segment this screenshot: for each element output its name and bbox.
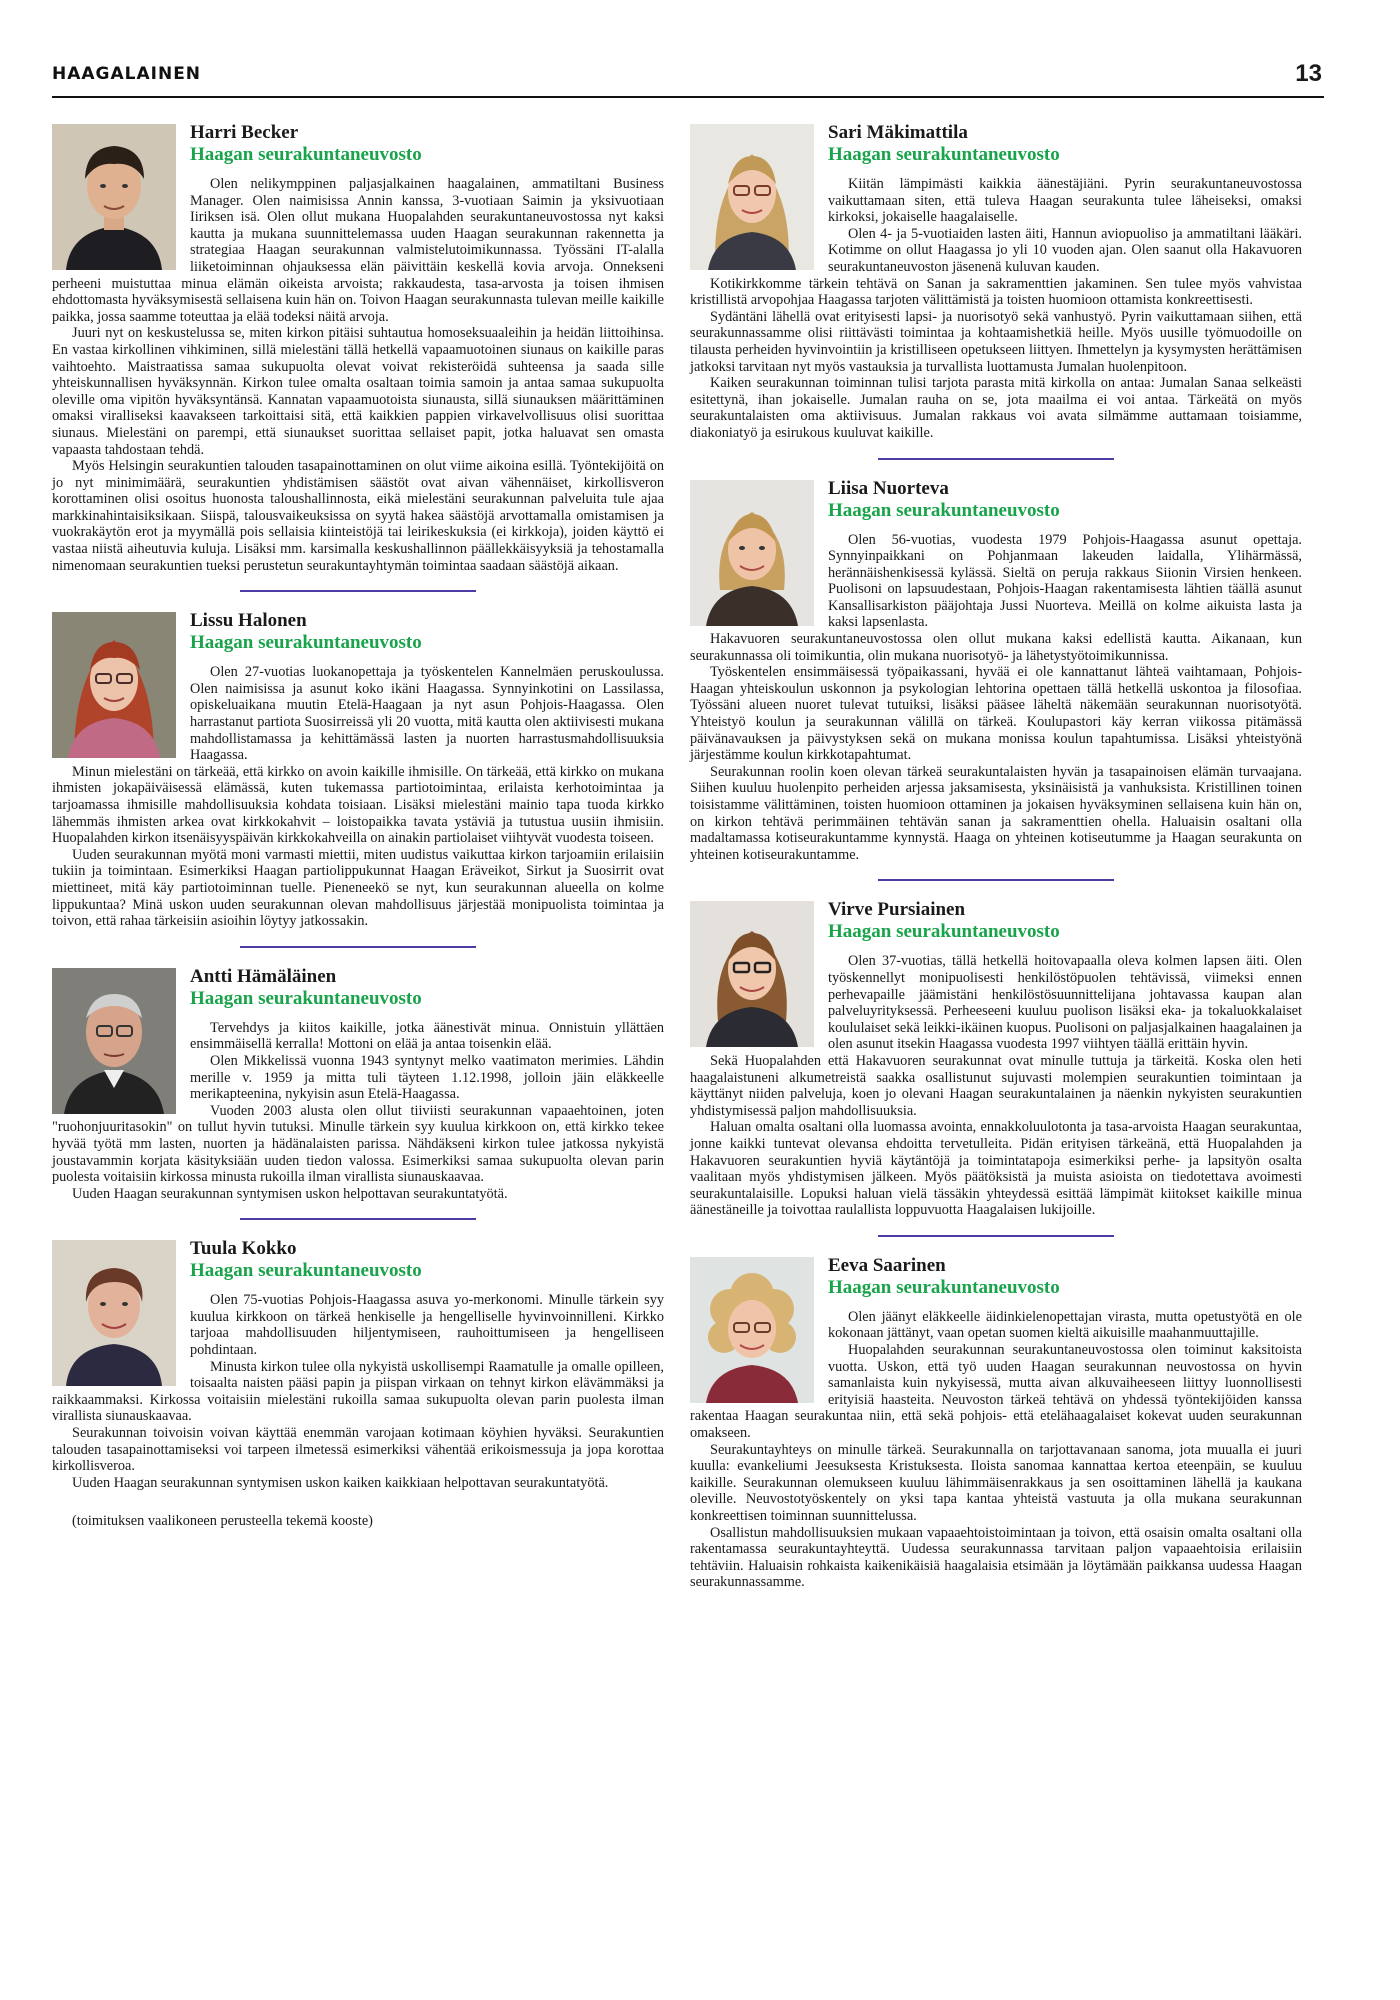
editorial-footnote: (toimituksen vaalikoneen perusteella tekemä kooste) xyxy=(72,1513,373,1530)
candidate-role: Haagan seurakuntaneuvosto xyxy=(190,1260,422,1282)
body-paragraph: Sydäntäni lähellä ovat erityisesti lapsi- ja nuorisotyö sekä vanhustyö. Pyrin vaikuttamaan siihen, että seurakunnassamme olisi riittävästi toimintaa ja kohtaamishetkiä heille. Myös uusille työmuodoille on tilausta perheiden hyvinvointiin ja kristilliseen opetukseen liittyen. Ihmettelyn ja kysymysten herättämisen jatkoksi tarvitaan nyt myös vastauksia ja turvallista luottamusta Jumalan huolenpitoon. xyxy=(690,308,1302,375)
body-paragraph: Työskentelen ensimmäisessä työpaikassani, hyvää ei ole kannattanut lähteä vaihtamaan, Pohjois-Haagan yhteiskoulun uskonnon ja psykologian lehtorina opettaen tällä hetkellä uskontoa ja filosofiaa. Työssäni alueen nuoret tulevat tutuiksi, lisäksi pääsee läheltä näkemään seurakunnan nuorisotyötä. Yhteistyö koulun ja seurakunnan välillä on tärkeä. Koulupastori käy kerran viikossa pitämässä päivänavauksen ja päivystyksen sekä on mukana monissa koulun tapahtumissa. Lisäksi yhteistyönä järjestämme koulun kirkkotapahtumat. xyxy=(690,664,1302,764)
body-paragraph: Olen 4- ja 5-vuotiaiden lasten äiti, Hannun aviopuoliso ja ammatiltani lääkäri. Kotimme on ollut Haagassa jo yli 10 vuoden ajan. Olen saanut olla Hakavuoren seurakuntaneuvoston jäsenenä kuluvan kauden. xyxy=(828,225,1302,275)
candidate-photo xyxy=(52,968,176,1114)
body-paragraph: Vuoden 2003 alusta olen ollut tiiviisti seurakunnan vapaaehtoinen, joten "ruohonjuuritasokin" on tullut hyvin tutuksi. Minulle tärkein syy kuulua kirkkoon on, että kirkko tekee hyvää työtä mm lasten, nuorten ja hädänalaisten parissa. Nähdäkseni kirkon tulee jatkossa nykyistä joustavammin korjata käsityksiään uuden tiedon valossa. Esimerkiksi samaa sukupuolta olevan parin puolesta voitaisiin kirkossa minusta rukoilla ilman virallista siunauskaavaa. xyxy=(52,1102,664,1186)
body-paragraph: Minusta kirkon tulee olla nykyistä uskollisempi Raamatulle ja omalle opilleen, toisaalta naisten pääsi papin ja piispan virkaan on tehnyt kirkon elävämmäksi ja raikkaammaksi. Kirkossa voitaisiin mielestäni rukoilla samaa sukupuolta olevan parin puolesta ilman virallista siunauskaavaa. xyxy=(52,1358,664,1425)
candidate-name: Harri Becker xyxy=(190,122,299,143)
body-paragraph: Osallistun mahdollisuuksien mukaan vapaaehtoistoimintaan ja toivon, että osaisin omalta osaltani olla rakentamassa seurakuntayhteyttä. Uudessa seurakunnassa tarvitaan paljon vapaaehtoisia erilaisiin tehtäviin. Haluaisin rohkaista kaikenikäisiä haagalaisia etsimään ja löytämään paikkansa uudessa Haagan seurakunnassamme. xyxy=(690,1524,1302,1591)
body-paragraph: Olen nelikymppinen paljasjalkainen haagalainen, ammatiltani Business Manager. Olen naimisissa Annin kanssa, 3-vuotiaan Saimin ja yksivuotiaan Iiriksen isä. Olen ollut mukana Huopalahden seurakuntaneuvostossa nyt kaksi kautta ja mukana suunnittelemassa uuden Haagan seurakunnan rakennetta ja strategiaa Haagan seurakunnan valmistelutoimikunnassa. Työssäni IT-alalla liiketoiminnan ohjauksessa elän päivittäin keskellä kovia arvoja. Onnekseni perheeni muistuttaa minua elämän oikeista arvoista; rakkaudesta, tasa-arvosta ja toisen ihmisen ehdottomasta hyväksymisestä sellaisena kuin hän on. Toivon Haagan seurakunnasta tulevan meille kaikille paikka, jossa saamme toteuttaa ja elää todeksi näitä arvoja. xyxy=(52,176,664,325)
section-divider xyxy=(878,1235,1114,1237)
candidate-card xyxy=(690,122,1302,442)
section-divider xyxy=(240,590,476,592)
right-column xyxy=(690,122,1302,1591)
candidate-card xyxy=(690,1255,1302,1591)
body-paragraph: Uuden seurakunnan myötä moni varmasti miettii, miten uudistus vaikuttaa kirkon tarjoamiin erilaisiin tukiin ja toimintaan. Esimerkiksi Haagan partiolippukunnat Haagan Eräveikot, Sirkut ja Suosirrit ovat miettineet, mitä käy partiotoiminnan tuelle. Pieneneekö se nyt, kun seurakunnan alueella on kolme lippukuntaa? Minä uskon uuden seurakunnan olevan mahdollisuus järjestää monipuolista toimintaa ja toivon, että rahaa tärkeisiin asioihin löytyy jatkossakin. xyxy=(52,846,664,930)
body-paragraph: Sekä Huopalahden että Hakavuoren seurakunnat ovat minulle tuttuja ja tärkeitä. Koska olen heti haagalaistuneni alkumetreistä saakka osallistunut sujuvasti molempien seurakuntien toimintaan ja käyttänyt niiden palveluja, koen jo olevani Haagan seurakuntalainen ja näenkin nykyisten seurakuntien yhdistymisessä paljon mahdollisuuksia. xyxy=(690,1052,1302,1119)
candidate-photo xyxy=(690,1257,814,1403)
body-paragraph: Seurakuntayhteys on minulle tärkeä. Seurakunnalla on tarjottavanaan sanoma, jota muualla ei juuri kuulla: evankeliumi Jeesuksesta Kristuksesta. Iloista sanomaa kannattaa kertoa eteenpäin, se kuuluu kaikille. Seurakunnan olemukseen kuuluu lähimmäisenrakkaus ja sen osoittaminen lähellä ja kaukana oleville. Neuvostotyöskentely on yksi tapa kantaa yhteistä vastuuta ja olla mukana seurakunnan konkreettisen toiminnan suunnittelussa. xyxy=(690,1441,1302,1524)
body-paragraph: Olen 37-vuotias, tällä hetkellä hoitovapaalla oleva kolmen lapsen äiti. Olen työskennellyt monipuolisesti henkilöstöpuolen tehtävissä, viimeksi ennen perhevapaille jäämistäni henkilöstösuunnittelijana johtavassa kaupan alan palveluyrityksessä. Perheeseeni kuuluu puolison lisäksi eka- ja tokaluokkalaiset koululaiset sekä leikki-ikäinen kuopus. Puolisoni on paljasjalkainen haagalainen ja olen asunut itsekin Haagassa vuodesta 1997 viihtyen täällä erittäin hyvin. xyxy=(828,953,1302,1053)
candidate-photo xyxy=(52,124,176,270)
section-divider xyxy=(240,1218,476,1220)
body-paragraph: Uuden Haagan seurakunnan syntymisen uskon helpottavan seurakuntatyötä. xyxy=(72,1185,508,1202)
candidate-card xyxy=(52,966,664,1203)
candidate-role: Haagan seurakuntaneuvosto xyxy=(828,1276,1060,1298)
candidate-photo xyxy=(52,1240,176,1386)
section-divider xyxy=(878,879,1114,881)
section-divider xyxy=(878,458,1114,460)
candidate-card xyxy=(52,1238,664,1491)
candidate-card xyxy=(52,610,664,930)
body-paragraph: Minun mielestäni on tärkeää, että kirkko on avoin kaikille ihmisille. On tärkeää, että kirkko on mukana ihmisten jokapäiväisessä elämässä, kuten tukemassa partiotoimintaa, erilaista kerhotoimintaa ja tarjoamassa ihmisille mahdollisuuksia kohdata toisiaan. Lisäksi mielestäni mainio tapa tuoda kirkko lähemmäs ihmisten arkea ovat kirkkokahvit – loistopaikka tavata ystäviä ja tutustua uusiin ihmisiin. Huopalahden kirkon itsenäisyyspäivän kirkkokahveilla on ainakin partiolaiset viihtyvät vuodesta toiseen. xyxy=(52,763,664,847)
left-column xyxy=(52,122,664,1530)
candidate-name: Lissu Halonen xyxy=(190,610,307,632)
candidate-photo xyxy=(52,612,176,758)
candidate-name: Liisa Nuorteva xyxy=(828,477,949,499)
section-divider xyxy=(240,946,476,948)
candidate-role: Haagan seurakuntaneuvosto xyxy=(190,987,422,1009)
candidate-card xyxy=(690,899,1302,1219)
body-paragraph: Myös Helsingin seurakuntien talouden tasapainottaminen on olut viime aikoina esillä. Työntekijöitä on jo nyt minimimäärä, seurakuntien yhdistämisen säästöt ovat aivan vähennäiset, kirkollisveron korottaminen olisi osoitus huonosta taloushallinnosta, eikä mielestäni seurakunnan palveluita tule ajaa markkinahintaisiksikaan. Siispä, talousvaikeuksissa on syytä hakea säästöjä arvottamalla omistamisen ja vuokrakäytön erot ja myymällä pois sellaisia kiinteistöjä tai leirikeskuksia (ei kirkkoja), joiden käyttö ei vastaa niistä aiheutuvia kuluja. Lisäksi mm. karsimalla keskushallinnon päällekkäisyyksiä ja tehostamalla nimenomaan seurakuntien tueksi perustetun seurakuntayhtymän toimintaa saadaan säästöjä aikaan. xyxy=(52,458,664,574)
candidate-name: Sari Mäkimattila xyxy=(828,122,968,143)
body-paragraph: Huopalahden seurakunnan seurakuntaneuvostossa olen toiminut kaksitoista vuotta. Uskon, että työ uuden Haagan seurakunnan neuvostossa on hyvin samanlaista kuin nykyisessä, mutta aivan alkuvaiheeseen liittyy luonnollisesti erityisiä haasteita. Neuvoston tärkeä tehtävä on yhdessä työntekijöiden kanssa rakentaa Haagan seurakuntaa niin, että sekä pohjois- että etelähaagalaiset kokevat uuden seurakunnan omakseen. xyxy=(690,1342,1302,1442)
candidate-name: Tuula Kokko xyxy=(190,1238,297,1260)
candidate-card xyxy=(52,122,664,574)
candidate-photo xyxy=(690,124,814,270)
masthead-title: HAAGALAINEN xyxy=(52,64,202,84)
body-paragraph: Seurakunnan toivoisin voivan käyttää enemmän varojaan kotimaan köyhien hyväksi. Seurakuntien talouden tasapainottamiseksi voi tarpeen ilmetessä esimerkiksi vähentää erikoismessuja ja jopa korottaa kirkollisveroa. xyxy=(52,1425,664,1475)
candidate-role: Haagan seurakuntaneuvosto xyxy=(190,144,422,165)
body-paragraph: Seurakunnan roolin koen olevan tärkeä seurakuntalaisten hyvän ja tasapainoisen elämän turvaajana. Siihen kuuluu huolenpito perheiden arjessa jaksamisesta, yksinäisistä ja vanhuksista. Kristillinen toinen toisistamme välittäminen, toisten huomioon ottaminen ja jokaisen hyväksyminen sellaisena kuin hän on, on kirkon tehtävä perimmäinen tehtävän sanan ja sakramenttien ohella. Haluaisin osaltani olla madaltamassa kotiseurakuntamme kynnystä. Haaga on yhteinen kotiseutumme ja Haagan seurakunta on yhteinen kotiseurakuntamme. xyxy=(690,763,1302,863)
body-paragraph: Olen 75-vuotias Pohjois-Haagassa asuva yo-merkonomi. Minulle tärkein syy kuulua kirkkoon on tärkeä henkiselle ja hengelliselle hyvinvoinnilleni. Kirkko tarjoaa mahdollisuuden hiljentymiseen, rauhoittumiseen ja hengelliseen pohdintaan. xyxy=(190,1292,664,1359)
body-paragraph: Olen Mikkelissä vuonna 1943 syntynyt melko vaatimaton merimies. Lähdin merille v. 1959 ja mitta tuli täyteen 1.12.1998, jolloin jäin eläkkeelle merikapteenina, nykyisin asun Etelä-Haagassa. xyxy=(190,1052,664,1103)
body-paragraph: Juuri nyt on keskustelussa se, miten kirkon pitäisi suhtautua homoseksuaaleihin ja heidän liittoihinsa. En vastaa kirkollinen vihkiminen, sillä mielestäni tällä hetkellä vapaamuotoinen siunaus on kaikille paras vaihtoehto. Maistraatissa samaa sukupuolta olevat voivat rekisteröidä suhteensa ja saada sille yhteiskunnallisen hyväksynnän. Kirkon tulee omalta osaltaan toimia samoin ja antaa samaa sukupuolta oleville oma vipitön hyväksyntänsä. Kannatan vapaamuotoista siunausta, sillä siunauksen määrittäminen omaksi viralliseksi kaavakseen tarkoittaisi sitä, että kaikkien pappien virkavelvollisuus olisi suorittaa siunaus. Mielestäni on parempi, että siunaukset suorittaa sellaiset papit, jotka haluavat sen omasta vapaasta tahdostaan tehdä. xyxy=(52,325,664,458)
candidate-role: Haagan seurakuntaneuvosto xyxy=(190,632,422,654)
body-paragraph: Kaiken seurakunnan toiminnan tulisi tarjota parasta mitä kirkolla on antaa: Jumalan Sanaa selkeästi esitettynä, ihan jokaiselle. Jumalan rauha on se, jota maailma ei voi antaa. Tärkeätä on myös seurakuntalaisten oma aktiivisuus. Jumalan rakkaus voi avata silmämme auttamaan toisiamme, diakoniatyö ja esirukous kuuluvat kaikille. xyxy=(690,375,1302,441)
page-header xyxy=(52,58,1324,98)
body-paragraph: Kiitän lämpimästi kaikkia äänestäjiäni. Pyrin seurakuntaneuvostossa vaikuttamaan siten, että tuleva Haagan seurakunta tulee läheiseksi, omaksi kirkoksi, jokaiselle haagalaiselle. xyxy=(828,176,1302,226)
candidate-role: Haagan seurakuntaneuvosto xyxy=(828,499,1060,521)
candidate-role: Haagan seurakuntaneuvosto xyxy=(828,144,1060,165)
body-paragraph: Uuden Haagan seurakunnan syntymisen uskon kaiken kaikkiaan helpottavan seurakuntatyötä. xyxy=(72,1474,609,1491)
body-paragraph: Olen jäänyt eläkkeelle äidinkielenopettajan virasta, mutta opetustyötä en ole kokonaan jättänyt, vaan opetan suomen kieltä aikuisille maahanmuuttajille. xyxy=(828,1308,1302,1342)
body-paragraph: Haluan omalta osaltani olla luomassa avointa, ennakkoluulotonta ja tasa-arvoista Haagan seurakuntaa, jonne kaikki tuntevat olevansa ehdoitta tervetulleita. Pidän erityisen tärkeänä, että Huopalahden ja Hakavuoren seurakuntien hyviä käytäntöjä ja toimintatapoja esimerkiksi perhe- ja lapsityön osalta vaalitaan myös yhdistymisen jälkeen. Myös päätöksistä ja muista asioista on tiedotettava avoimesti seurakuntalaisille. Lopuksi haluan vielä tässäkin yhteydessä esittää lämpimät kiitokset kaikille minua äänestäneille ja toivottaa raulallista loppuvuotta Haagalaisen lukijoille. xyxy=(690,1119,1302,1219)
candidate-name: Eeva Saarinen xyxy=(828,1254,946,1276)
candidate-role: Haagan seurakuntaneuvosto xyxy=(828,921,1060,943)
candidate-photo xyxy=(690,901,814,1047)
candidate-name: Antti Hämäläinen xyxy=(190,965,337,987)
candidate-card xyxy=(690,478,1302,864)
body-paragraph: Kotikirkkomme tärkein tehtävä on Sanan ja sakramenttien jakaminen. Sen tulee myös vahvistaa kristillistä arvopohjaa Haagassa tarjoten välittämistä ja toisten huomioon ottamista konkreettisesti. xyxy=(690,275,1302,309)
body-paragraph: Hakavuoren seurakuntaneuvostossa olen ollut mukana kaksi edellistä kautta. Aikanaan, kun seurakunnassa oli toimikuntia, olin mukana nuorisotyö- ja lähetystyötoimikunnissa. xyxy=(690,631,1302,664)
body-paragraph: Olen 56-vuotias, vuodesta 1979 Pohjois-Haagassa asunut opettaja. Synnyinpaikkani on Pohjanmaan lakeuden laidalla, Ylihärmässä, herännäishenkisessä kylässä. Sieltä on peruja rakkaus Siionin Virsien henkeen. Puolisoni on lapsuudestaan, Pohjois-Haagan rakentamisesta lähtien täällä asunut Kansallisarkiston pääjohtaja Jussi Nuorteva. Meillä on kolme aikuista lasta ja kaksi lapsenlasta. xyxy=(828,531,1302,631)
page-number: 13 xyxy=(1295,60,1322,87)
candidate-name: Virve Pursiainen xyxy=(828,899,966,921)
candidate-photo xyxy=(690,480,814,626)
body-paragraph: Olen 27-vuotias luokanopettaja ja työskentelen Kannelmäen peruskoulussa. Olen naimisissa ja asunut koko ikäni Haagassa. Synnyinkotini on Lassilassa, opiskeluaikana muutin Etelä-Haagaan ja nyt asun Pohjois-Haagassa. Olen harrastanut partiota Suosirreissä yli 20 vuotta, mitä kautta olen aktiivisesti mukana mahdollistamassa ja kehittämässä lasten ja nuorten harrastusmahdollisuuksia Haagassa. xyxy=(190,664,664,764)
body-paragraph: Tervehdys ja kiitos kaikille, jotka äänestivät minua. Onnistuin yllättäen ensimmäisellä kerralla! Mottoni on elää ja antaa toisenkin elää. xyxy=(190,1019,664,1053)
